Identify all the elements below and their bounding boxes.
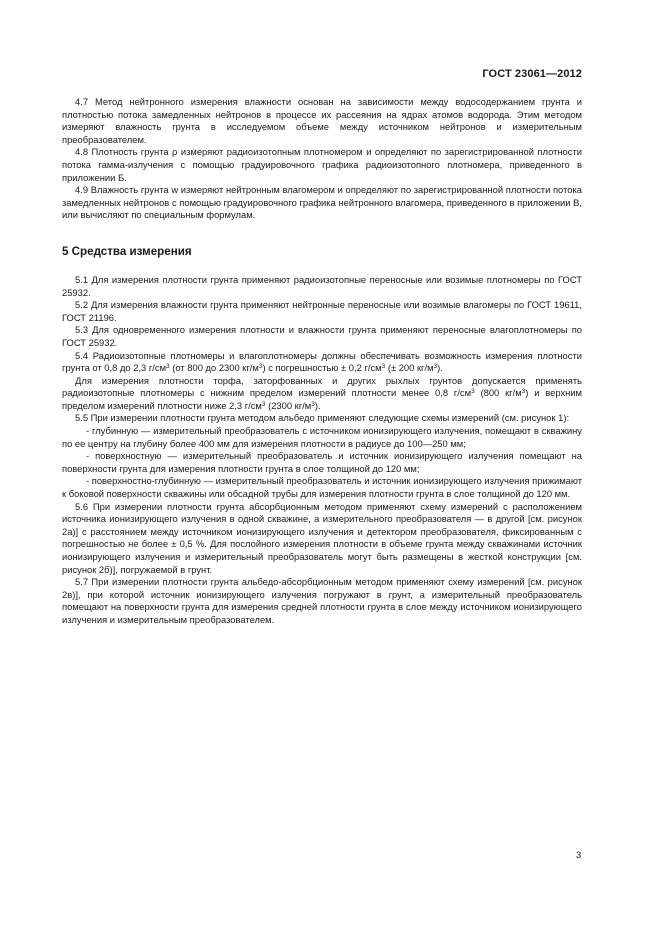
list-item-surface-deep: - поверхностно-глубинную — измерительный преобразователь и источник ионизирующего излучения прижимают к боковой поверхности скважины или обсадной трубы для измерения плотности грунта в слое толщиной до 120 мм.: [62, 475, 582, 500]
paragraph-5-7: 5.7 При измерении плотности грунта альбедо-абсорбционным методом применяют схему измерений [см. рисунок 2в)], при которой источник ионизирующего излучения погружают в грунт, а измерительный преобразователь помещают на поверхности грунта для измерения средней плотности грунта в слое между источником ионизирующего излучения и измерительным преобразователем.: [62, 576, 582, 625]
section-title: 5 Средства измерения: [62, 244, 192, 258]
paragraph-5-6: 5.6 При измерении плотности грунта абсорбционным методом применяют схему измерений с расположением источника ионизирующего излучения в одной скважине, а измерительного преобразователя — в другой [см. рисунок 2а)] с расстоянием между источником ионизирующего излучения и детектором преобразователя, фиксированным с погрешностью не более ± 0,5 %. Для послойного измерения плотности в объеме грунта между скважинами источник ионизирующего излучения и измерительный преобразователь могут быть размещены в жесткой конструкции [см. рисунок 2б)], погружаемой в грунт.: [62, 500, 582, 575]
paragraph-4-9: 4.9 Влажность грунта w измеряют нейтронным влагомером и определяют по зарегистрированной плотности потока замедленных нейтронов с помощью градуировочного графика нейтронного влагомера, приведенного в приложении В, или вычисляют по специальным формулам.: [62, 184, 582, 221]
list-item-surface: - поверхностную — измерительный преобразователь и источник ионизирующего излучения помещают на поверхности грунта для измерения плотности грунта в слое толщиной до 120 мм;: [62, 450, 582, 474]
paragraph-5-4: 5.4 Радиоизотопные плотномеры и влагоплотномеры должны обеспечивать возможность измерения плотности грунта от 0,8 до 2,3 $г/см^3$ (от 800 до 2300 $кг/м^3$) с погрешностью ± 0,2 $г/см^3$ (± 200 $кг/м^3$).: [62, 349, 582, 374]
paragraph-5-2: 5.2 Для измерения влажности грунта применяют нейтронные переносные или возимые влагомеры по ГОСТ 19611, ГОСТ 21196.: [62, 299, 582, 323]
document-header: ГОСТ 23061—2012: [482, 68, 582, 80]
paragraph-5-1: 5.1 Для измерения плотности грунта применяют радиоизотопные переносные или возимые плотномеры по ГОСТ 25932.: [62, 273, 582, 298]
paragraph-5-3: 5.3 Для одновременного измерения плотности и влажности грунта применяют переносные влагоплотномеры по ГОСТ 25932.: [62, 324, 582, 348]
paragraph-4-7: 4.7 Метод нейтронного измерения влажности основан на зависимости между водосодержанием грунта и плотностью потока замедленных нейтронов в процессе их рассеяния на ядрах атомов водорода. Этим методом измеряют влажность грунта в исследуемом объеме между источником нейтронов и измерительным преобразователем.: [62, 96, 582, 145]
paragraph-5-4-peat: Для измерения плотности торфа, заторфованных и других рыхлых грунтов допускается применять радиоизотопные плотномеры с нижним пределом измерений плотности менее 0,8 $г/см^3$ (800 $кг/м^3$) и верхним пределом измерений плотности ниже 2,3 $г/см^3$ (2300 $кг/м^3$).: [62, 374, 582, 411]
list-item-deep: - глубинную — измерительный преобразователь с источником ионизирующего излучения, помещают в скважину по ее центру на глубину более 400 мм для измерения плотности в радиусе до 100—250 мм;: [62, 425, 582, 449]
paragraph-5-5: 5.5 При измерении плотности грунта методом альбедо применяют следующие схемы измерений (см. рисунок 1):: [75, 412, 570, 424]
paragraph-4-8: 4.8 Плотность грунта ρ измеряют радиоизотопным плотномером и определяют по зарегистрированной плотности потока гамма-излучения с помощью градуировочного графика радиоизотопного плотномера, приведенного в приложении Б.: [62, 146, 582, 183]
page-body: [62, 96, 582, 627]
page-number: 3: [576, 849, 582, 860]
